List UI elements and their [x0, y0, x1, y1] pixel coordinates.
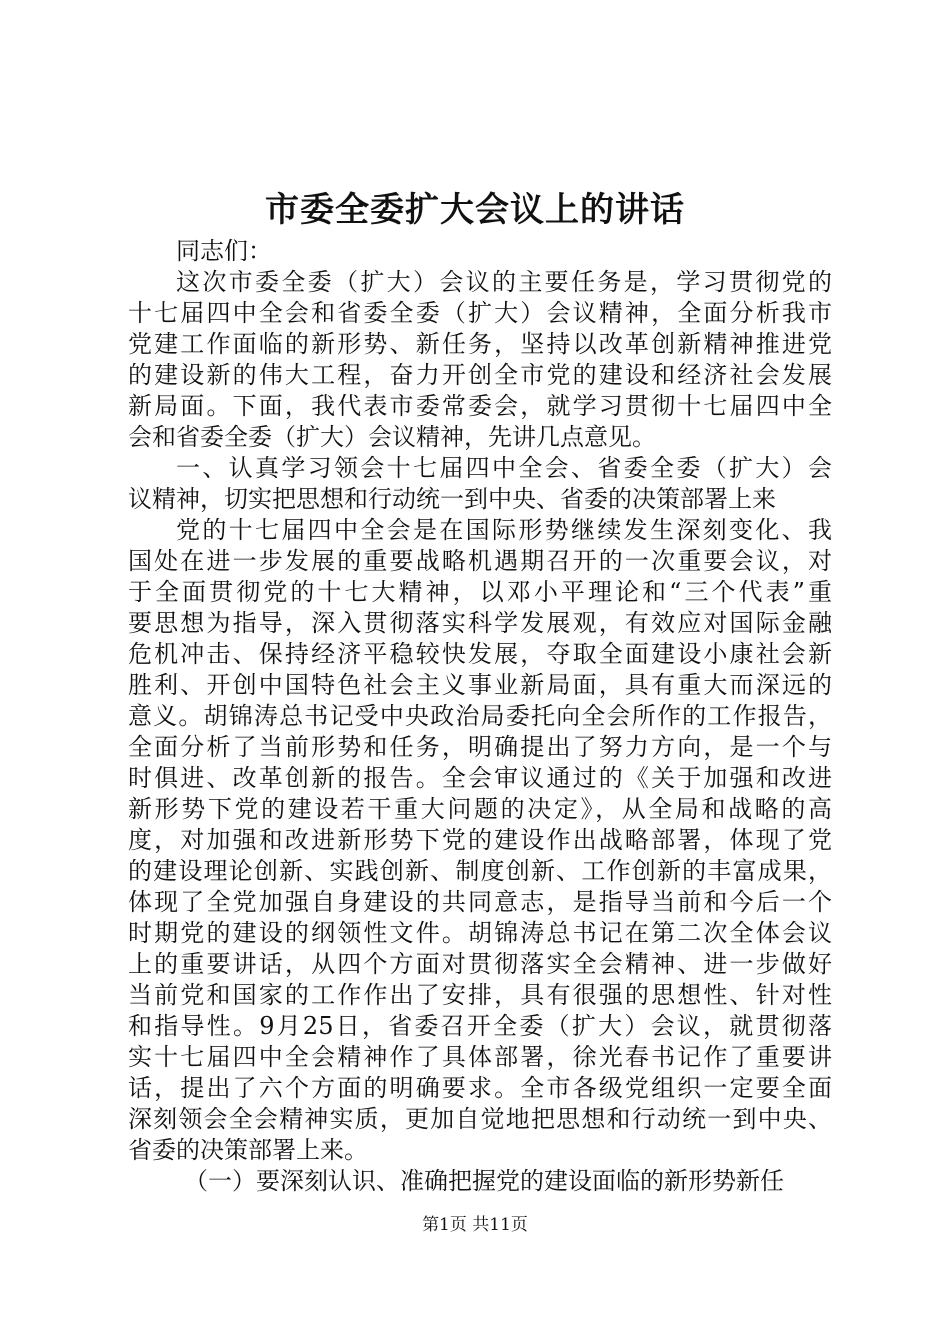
body-line: 全面分析了当前形势和任务，明确提出了努力方向，是一个与: [128, 733, 832, 761]
body-line: 当前党和国家的工作作出了安排，具有很强的思想性、针对性: [128, 981, 832, 1009]
subsection-heading-line: （一）要深刻认识、准确把握党的建设面临的新形势新任: [184, 1167, 784, 1195]
body-line: 国处在进一步发展的重要战略机遇期召开的一次重要会议，对: [128, 547, 832, 575]
document-body: [128, 236, 832, 1197]
body-line: 新局面。下面，我代表市委常委会，就学习贯彻十七届四中全: [128, 392, 832, 420]
body-line: 体现了全党加强自身建设的共同意志，是指导当前和今后一个: [128, 888, 832, 916]
body-line: 这次市委全委（扩大）会议的主要任务是，学习贯彻党的: [176, 268, 832, 296]
body-line: 会和省委全委（扩大）会议精神，先讲几点意见。: [128, 423, 656, 451]
body-line: 十七届四中全会和省委全委（扩大）会议精神，全面分析我市: [128, 299, 832, 327]
body-line: 要思想为指导，深入贯彻落实科学发展观，有效应对国际金融: [128, 609, 832, 637]
body-line: 危机冲击、保持经济平稳较快发展，夺取全面建设小康社会新: [128, 640, 832, 668]
body-line: 意义。胡锦涛总书记受中央政治局委托向全会所作的工作报告，: [128, 702, 832, 730]
section-heading-line: 一、认真学习领会十七届四中全会、省委全委（扩大）会: [176, 454, 832, 482]
body-line: 党的十七届四中全会是在国际形势继续发生深刻变化、我: [176, 516, 832, 544]
body-line: 和指导性。9月25日，省委召开全委（扩大）会议，就贯彻落: [128, 1012, 832, 1040]
body-line: 胜利、开创中国特色社会主义事业新局面，具有重大而深远的: [128, 671, 832, 699]
page-footer: 第1页 共11页: [422, 1215, 528, 1235]
document-title: 市委全委扩大会议上的讲话: [265, 190, 685, 230]
body-line: 时期党的建设的纲领性文件。胡锦涛总书记在第二次全体会议: [128, 919, 832, 947]
body-line: 党建工作面临的新形势、新任务，坚持以改革创新精神推进党: [128, 330, 832, 358]
body-line: 于全面贯彻党的十七大精神，以邓小平理论和“三个代表”重: [128, 578, 832, 606]
section-heading-line: 议精神，切实把思想和行动统一到中央、省委的决策部署上来: [128, 485, 776, 513]
body-line: 的建设新的伟大工程，奋力开创全市党的建设和经济社会发展: [128, 361, 832, 389]
body-line: 话，提出了六个方面的明确要求。全市各级党组织一定要全面: [128, 1074, 832, 1102]
body-line: 深刻领会全会精神实质，更加自觉地把思想和行动统一到中央、: [128, 1105, 832, 1133]
body-line: 上的重要讲话，从四个方面对贯彻落实全会精神、进一步做好: [128, 950, 832, 978]
body-line: 新形势下党的建设若干重大问题的决定》，从全局和战略的高: [128, 795, 832, 823]
body-line: 的建设理论创新、实践创新、制度创新、工作创新的丰富成果，: [128, 857, 832, 885]
body-line: 度，对加强和改进新形势下党的建设作出战略部署，体现了党: [128, 826, 832, 854]
body-line: 时俱进、改革创新的报告。全会审议通过的《关于加强和改进: [128, 764, 832, 792]
salutation: 同志们：: [176, 237, 272, 265]
body-line: 省委的决策部署上来。: [128, 1136, 368, 1164]
body-line: 实十七届四中全会精神作了具体部署，徐光春书记作了重要讲: [128, 1043, 832, 1071]
